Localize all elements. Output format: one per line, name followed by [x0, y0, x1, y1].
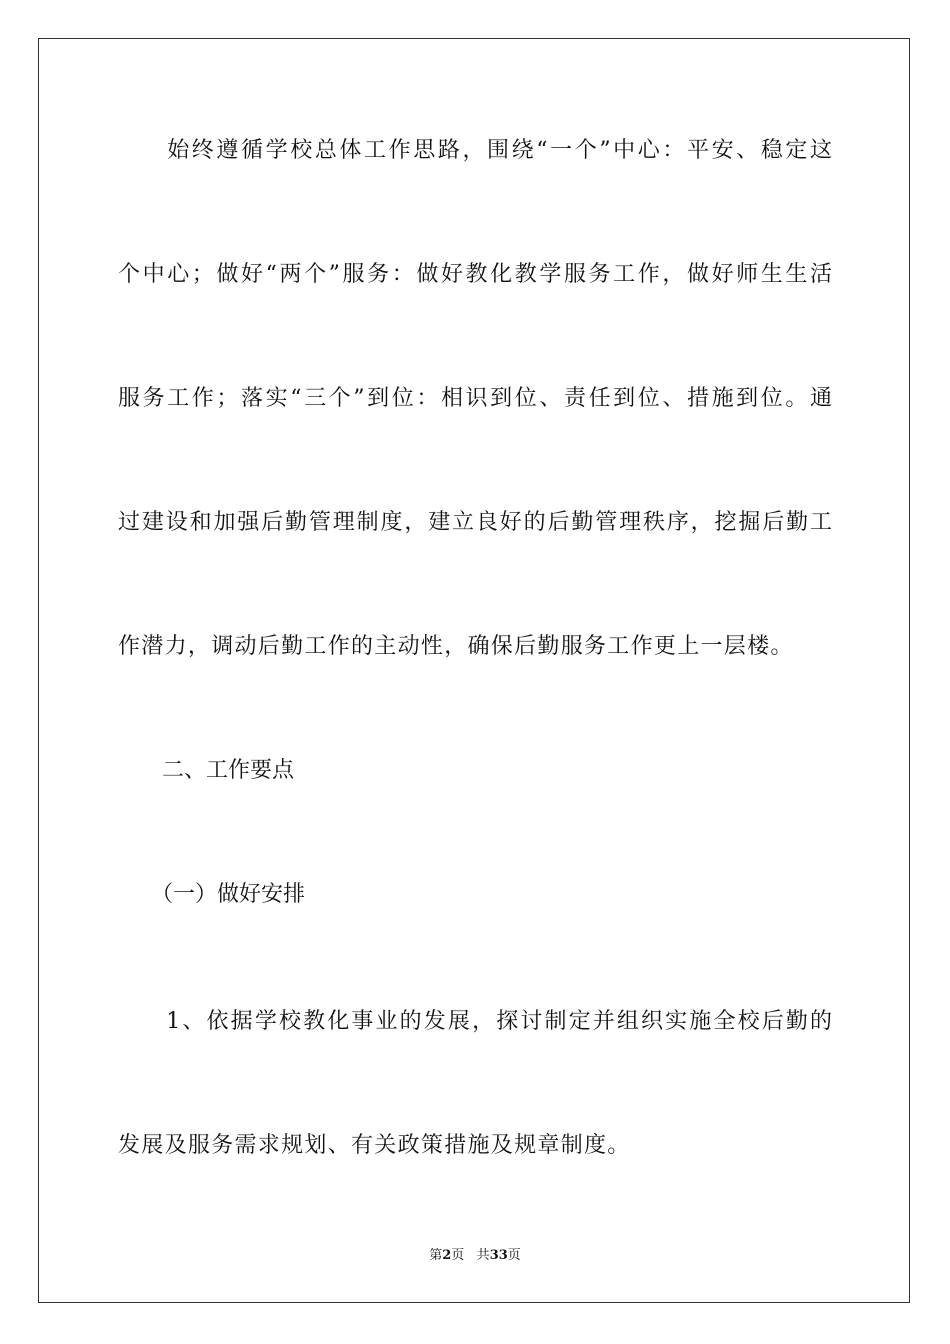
footer-page-prefix: 第 — [429, 1248, 443, 1263]
body-text-line: 过建设和加强后勤管理制度，建立良好的后勤管理秩序，挖掘后勤工 — [118, 510, 832, 535]
footer-page-number: 2 — [442, 1248, 452, 1263]
footer-total-unit: 页 — [507, 1248, 521, 1263]
footer-page-unit: 页 — [451, 1248, 465, 1263]
body-text-line: 服务工作；落实“三个”到位：相识到位、责任到位、措施到位。通 — [118, 386, 832, 411]
page-border — [38, 38, 910, 1303]
section-heading: 二、工作要点 — [118, 758, 295, 783]
subsection-heading: （一）做好安排 — [118, 882, 306, 907]
body-text-line: 1、依据学校教化事业的发展，探讨制定并组织实施全校后勤的 — [118, 1009, 832, 1034]
page-footer — [0, 1247, 950, 1265]
footer-total-pages: 33 — [489, 1248, 508, 1263]
body-text-line: 个中心；做好“两个”服务：做好教化教学服务工作，做好师生生活 — [118, 262, 832, 287]
body-text-line: 始终遵循学校总体工作思路，围绕“一个”中心：平安、稳定这 — [118, 138, 832, 163]
body-text-line: 发展及服务需求规划、有关政策措施及规章制度。 — [118, 1133, 631, 1158]
body-text-line: 作潜力，调动后勤工作的主动性，确保后勤服务工作更上一层楼。 — [118, 634, 794, 659]
footer-total-prefix: 共 — [476, 1248, 490, 1263]
